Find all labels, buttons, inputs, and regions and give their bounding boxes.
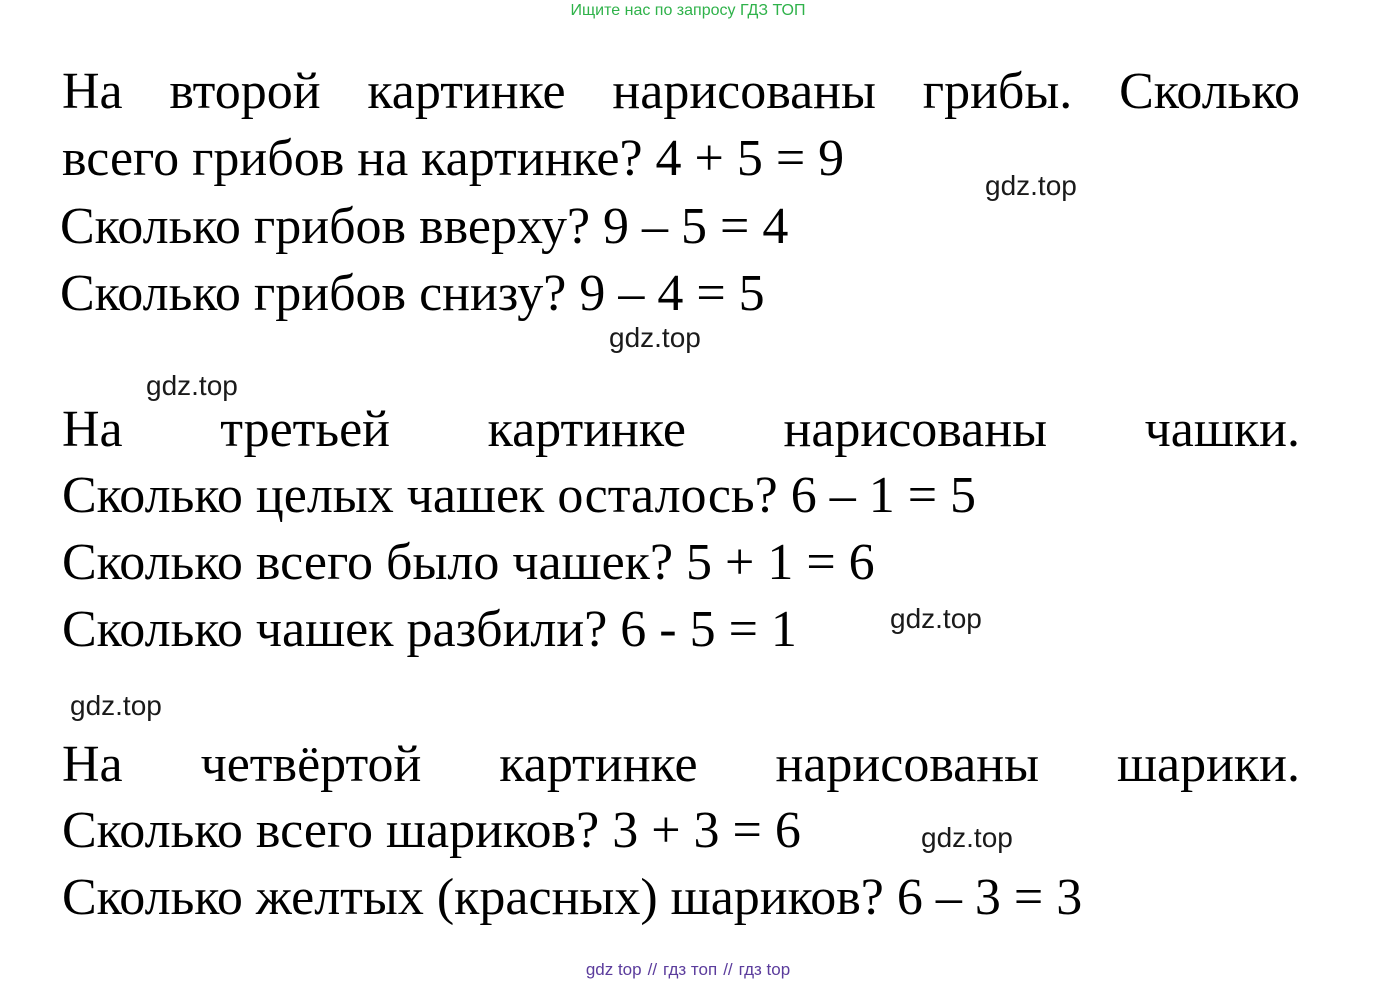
word: картинке [367,63,566,120]
word: четвёртой [200,736,422,793]
section3-line3: Сколько желтых (красных) шариков? 6 – 3 = 3 [62,869,1083,926]
word: нарисованы [775,736,1040,793]
watermark-3: gdz.top [146,370,238,401]
watermark-5: gdz.top [70,690,162,721]
word: третьей [220,401,391,458]
section3-line2: Сколько всего шариков? 3 + 3 = 6 [62,802,801,859]
top-banner: Ищите нас по запросу ГДЗ ТОП [570,2,806,19]
word: На [62,63,123,120]
word: нарисованы [612,63,876,120]
section1-line4: Сколько грибов снизу? 9 – 4 = 5 [60,265,765,322]
word: картинке [487,401,686,458]
section2-line4: Сколько чашек разбили? 6 - 5 = 1 [62,601,797,658]
footer-part-2: гдз топ [663,960,718,979]
section3-line1 [62,735,1300,795]
word: грибы. [922,63,1073,120]
watermark-1: gdz.top [985,170,1077,201]
word: нарисованы [783,401,1048,458]
section2-line1 [62,400,1300,460]
section2-line3: Сколько всего было чашек? 5 + 1 = 6 [62,534,875,591]
watermark-4: gdz.top [890,603,982,634]
word: На [62,736,123,793]
word: второй [169,63,321,120]
footer-part-3: гдз top [738,960,791,979]
footer-part-1: gdz top [585,960,642,979]
footer-separator: // [723,960,733,979]
word: Сколько [1119,63,1300,120]
word: шарики. [1116,736,1300,793]
section2-line2: Сколько целых чашек осталось? 6 – 1 = 5 [62,467,977,524]
word: картинке [499,736,698,793]
footer-separator: // [647,960,658,979]
section1-line3: Сколько грибов вверху? 9 – 5 = 4 [60,198,789,255]
word: чашки. [1144,401,1300,458]
word: На [62,401,123,458]
watermark-6: gdz.top [921,822,1013,853]
watermark-2: gdz.top [609,322,701,353]
section1-line1 [62,62,1300,122]
footer [0,960,1376,980]
section1-line2: всего грибов на картинке? 4 + 5 = 9 [62,130,845,187]
